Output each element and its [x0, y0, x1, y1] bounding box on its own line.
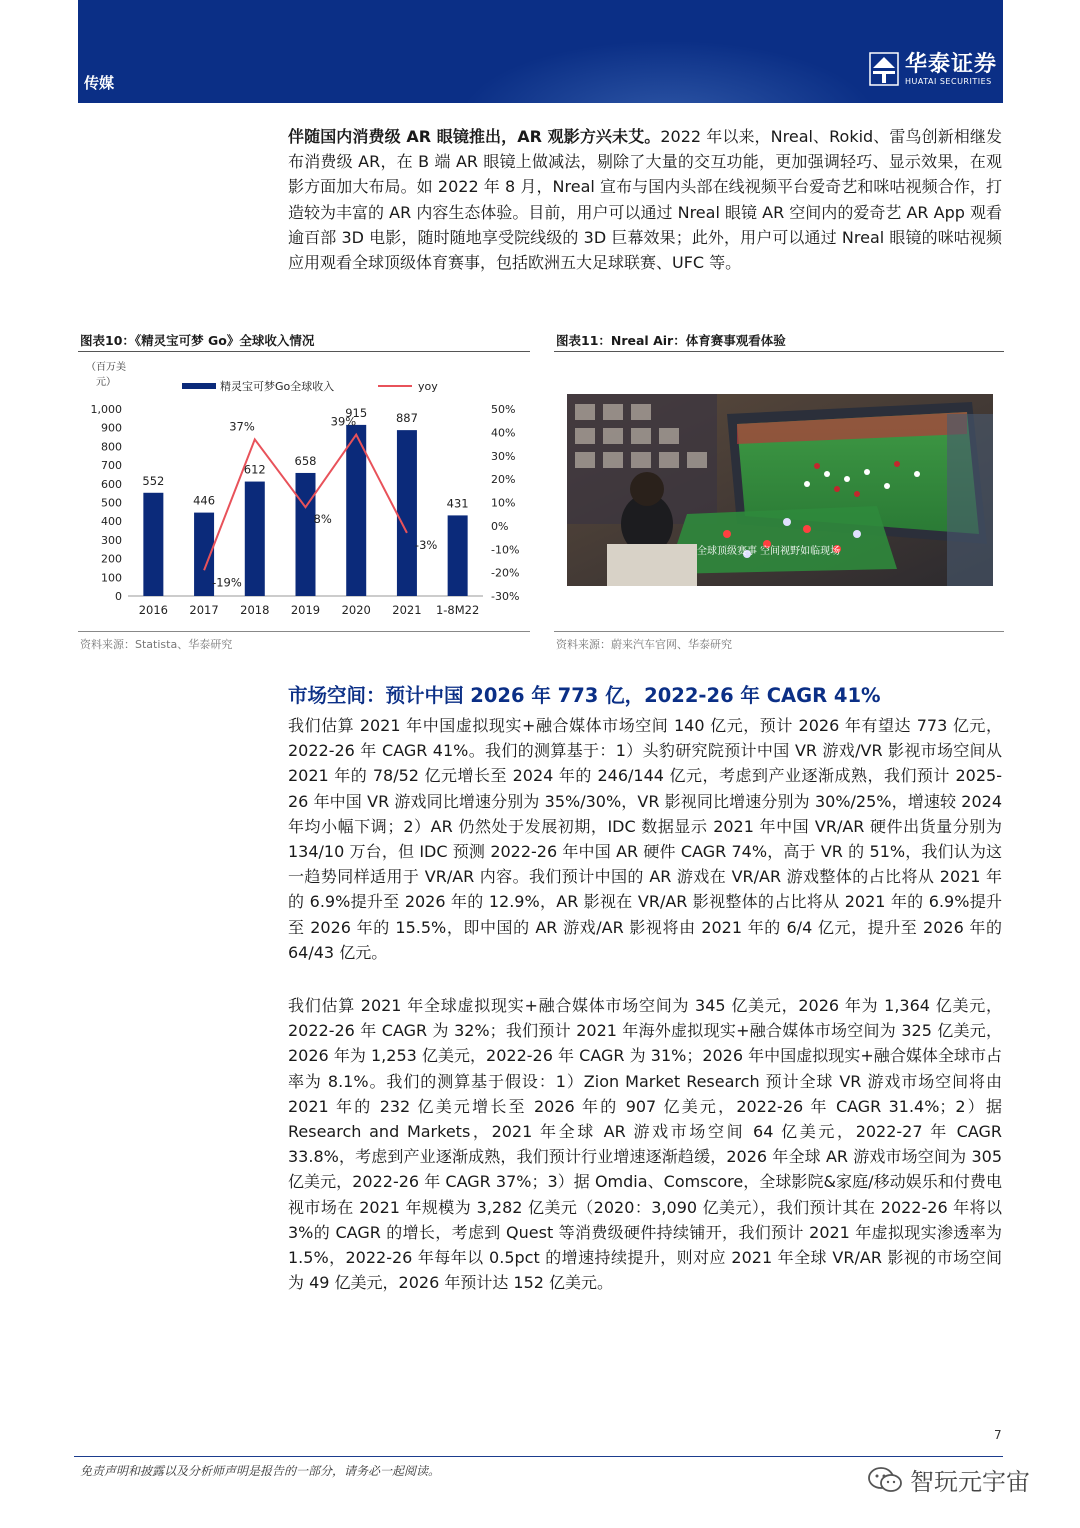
yoy-data-label: 37%: [229, 419, 255, 434]
fig11-title: 图表11：Nreal Air：体育赛事观看体验: [556, 333, 786, 348]
y-tick-label: 600: [101, 477, 122, 491]
y-tick-label: 700: [101, 459, 122, 473]
y2-tick-label: 10%: [491, 496, 516, 510]
fig10-bottom-rule: [78, 631, 530, 632]
fig11-bottom-rule: [554, 631, 1004, 632]
y-tick-label: 500: [101, 496, 122, 510]
x-tick-label: 2016: [138, 603, 168, 617]
chart-unit-label: （百万美: [86, 362, 126, 373]
revenue-chart: [78, 354, 530, 626]
fig11-title-rule: [554, 351, 1004, 352]
x-tick-label: 1-8M22: [435, 603, 480, 617]
huatai-logo: [869, 52, 997, 86]
y2-tick-label: -10%: [491, 543, 520, 557]
y-tick-label: 100: [101, 571, 122, 585]
wechat-account-name: 智玩元宇宙: [910, 1468, 1030, 1496]
bar-data-label: 915: [345, 405, 368, 420]
section-title: 市场空间：预计中国 2026 年 773 亿，2022-26 年 CAGR 41%: [288, 684, 881, 707]
legend-bar-swatch: [182, 383, 216, 389]
y2-tick-label: -20%: [491, 566, 520, 580]
bar-data-label: 552: [142, 473, 165, 488]
section-paragraph-2: 我们估算 2021 年全球虚拟现实+融合媒体市场空间为 345 亿美元，2026 年为 1,364 亿美元，2022-26 年 CAGR 为 32%；我们预计 2021 年海外虚拟现实+融合媒体市场空间为 325 亿美元，2026 年为 1,253 亿美元，2022-26 年 CAGR 为 31%；2026 年中国虚拟现实+融合媒体全球市占率为 8.1%。我们的测算基于假设：1）Zion Market Research 预计全球 VR 游戏市场空间将由 2021 年的 232 亿美元增长至 2026 年的 907 亿美元，2022-26 年 CAGR 31.4%；2）据 Research and Markets，2021 年全球 AR 游戏市场空间 64 亿美元，2022-27 年 CAGR 33.8%，考虑到产业逐渐成熟，我们预计行业增速逐渐趋缓，2026 年全球 AR 游戏市场空间为 305 亿美元，2022-26 年 CAGR 37%；3）据 Omdia、Comscore，全球影院&家庭/移动娱乐和付费电视市场在 2021 年规模为 3,282 亿美元（2020：3,090 亿美元），我们预计其在 2022-26 年将以 3%的 CAGR 的增长，考虑到 Quest 等消费级硬件持续铺开，我们预计 2021 年虚拟现实渗透率为 1.5%，2022-26 年每年以 0.5pct 的增速持续提升，则对应 2021 年全球 VR/AR 影视的市场空间为 49 亿美元，2026 年预计达 152 亿美元。: [288, 996, 1002, 1293]
bar-data-label: 612: [243, 462, 266, 477]
yoy-data-label: -19%: [212, 575, 242, 590]
intro-lead: 伴随国内消费级 AR 眼镜推出，AR 观影方兴未艾。: [288, 127, 661, 146]
wechat-watermark: [868, 1462, 1030, 1497]
revenue-bar: [397, 430, 417, 596]
chart-unit-label-2: 元）: [96, 377, 116, 388]
x-tick-label: 2021: [392, 603, 422, 617]
revenue-bar: [448, 515, 468, 596]
yoy-data-label: 8%: [313, 512, 332, 527]
y-tick-label: 800: [101, 440, 122, 454]
y2-tick-label: 40%: [491, 426, 516, 440]
y2-tick-label: 50%: [491, 403, 516, 416]
x-tick-label: 2018: [240, 603, 270, 617]
page-number: 7: [994, 1428, 1002, 1442]
wechat-icon: [868, 1466, 902, 1494]
y-tick-label: 400: [101, 515, 122, 529]
bar-data-label: 658: [294, 453, 317, 468]
footer-disclaimer: 免责声明和披露以及分析师声明是报告的一部分，请务必一起阅读。: [80, 1464, 441, 1478]
y-tick-label: 200: [101, 552, 122, 566]
x-tick-label: 2019: [290, 603, 321, 617]
logo-english-name: HUATAI SECURITIES: [904, 76, 992, 86]
fig10-source: 资料来源：Statista、华泰研究: [80, 638, 233, 651]
y-tick-label: 300: [101, 533, 122, 547]
y2-tick-label: 30%: [491, 449, 516, 463]
huatai-logo-icon: [869, 52, 899, 86]
page-header: [78, 0, 1003, 103]
bar-data-label: 887: [395, 411, 418, 426]
intro-paragraph: [288, 124, 1002, 275]
revenue-bar: [346, 425, 366, 596]
y2-tick-label: -30%: [491, 590, 520, 603]
revenue-bar: [296, 473, 316, 596]
x-tick-label: 2020: [341, 603, 371, 617]
revenue-bar: [245, 482, 265, 596]
bar-data-label: 431: [446, 496, 469, 511]
x-tick-label: 2017: [189, 603, 219, 617]
fig11-source: 资料来源：蔚来汽车官网、华泰研究: [556, 638, 732, 651]
yoy-data-label: -3%: [414, 537, 438, 552]
photo-caption: 全球顶级赛事 空间视野如临现场: [697, 546, 841, 557]
fig10-title: 图表10：《精灵宝可梦 Go》全球收入情况: [80, 333, 315, 348]
header-decoration: [458, 40, 878, 103]
y2-tick-label: 20%: [491, 473, 516, 487]
nreal-air-sports-photo: [567, 394, 993, 586]
photo-illustration: [567, 394, 993, 586]
bar-data-label: 446: [193, 493, 216, 508]
legend-line-label: yoy: [418, 380, 438, 393]
logo-chinese-name: 华泰证券: [904, 51, 997, 77]
intro-body: 2022 年以来，Nreal、Rokid、雷鸟创新相继发布消费级 AR，在 B 端 AR 眼镜上做减法，剔除了大量的交互功能，更加强调轻巧、显示效果，在观影方面加大布局。如 2022 年 8 月，Nreal 宣布与国内头部在线视频平台爱奇艺和咪咕视频合作，打造较为丰富的 AR 内容生态体验。目前，用户可以通过 Nreal 眼镜 AR 空间内的爱奇艺 AR App 观看逾百部 3D 电影，随时随地享受院线级的 3D 巨幕效果；此外，用户可以通过 Nreal 眼镜的咪咕视频应用观看全球顶级体育赛事，包括欧洲五大足球联赛、UFC 等。: [288, 127, 1003, 273]
y-tick-label: 1,000: [90, 403, 122, 416]
legend-bar-label: 精灵宝可梦Go全球收入: [220, 380, 335, 393]
yoy-data-label: 39%: [330, 414, 357, 429]
y2-tick-label: 0%: [491, 519, 509, 533]
fig10-title-rule: [78, 351, 530, 352]
y-tick-label: 0: [115, 590, 122, 603]
footer-rule: [74, 1456, 1003, 1457]
sector-label: 传媒: [84, 74, 115, 92]
section-paragraph-1: 我们估算 2021 年中国虚拟现实+融合媒体市场空间 140 亿元，预计 2026 年有望达 773 亿元，2022-26 年 CAGR 41%。我们的测算基于：1）头豹研究院预计中国 VR 游戏/VR 影视市场空间从 2021 年的 78/52 亿元增长至 2024 年的 246/144 亿元，考虑到产业逐渐成熟，我们预计 2025-26 年中国 VR 游戏同比增速分别为 35%/30%，VR 影视同比增速分别为 30%/25%，增速较 2024 年均小幅下调；2）AR 仍然处于发展初期，IDC 数据显示 2021 年中国 VR/AR 硬件出货量分别为 134/10 万台，但 IDC 预测 2022-26 年中国 AR 硬件 CAGR 74%，高于 VR 的 51%，我们认为这一趋势同样适用于 VR/AR 内容。我们预计中国的 AR 游戏在 VR/AR 游戏整体的占比将从 2021 年的 6.9%提升至 2026 年的 12.9%，AR 影视在 VR/AR 影视整体的占比将从 2021 年的 6.9%提升至 2026 年的 15.5%，即中国的 AR 游戏/AR 影视将由 2021 年的 6/4 亿元，提升至 2026 年的 64/43 亿元。: [288, 716, 1002, 962]
y-tick-label: 900: [101, 421, 122, 435]
revenue-bar: [143, 493, 163, 596]
